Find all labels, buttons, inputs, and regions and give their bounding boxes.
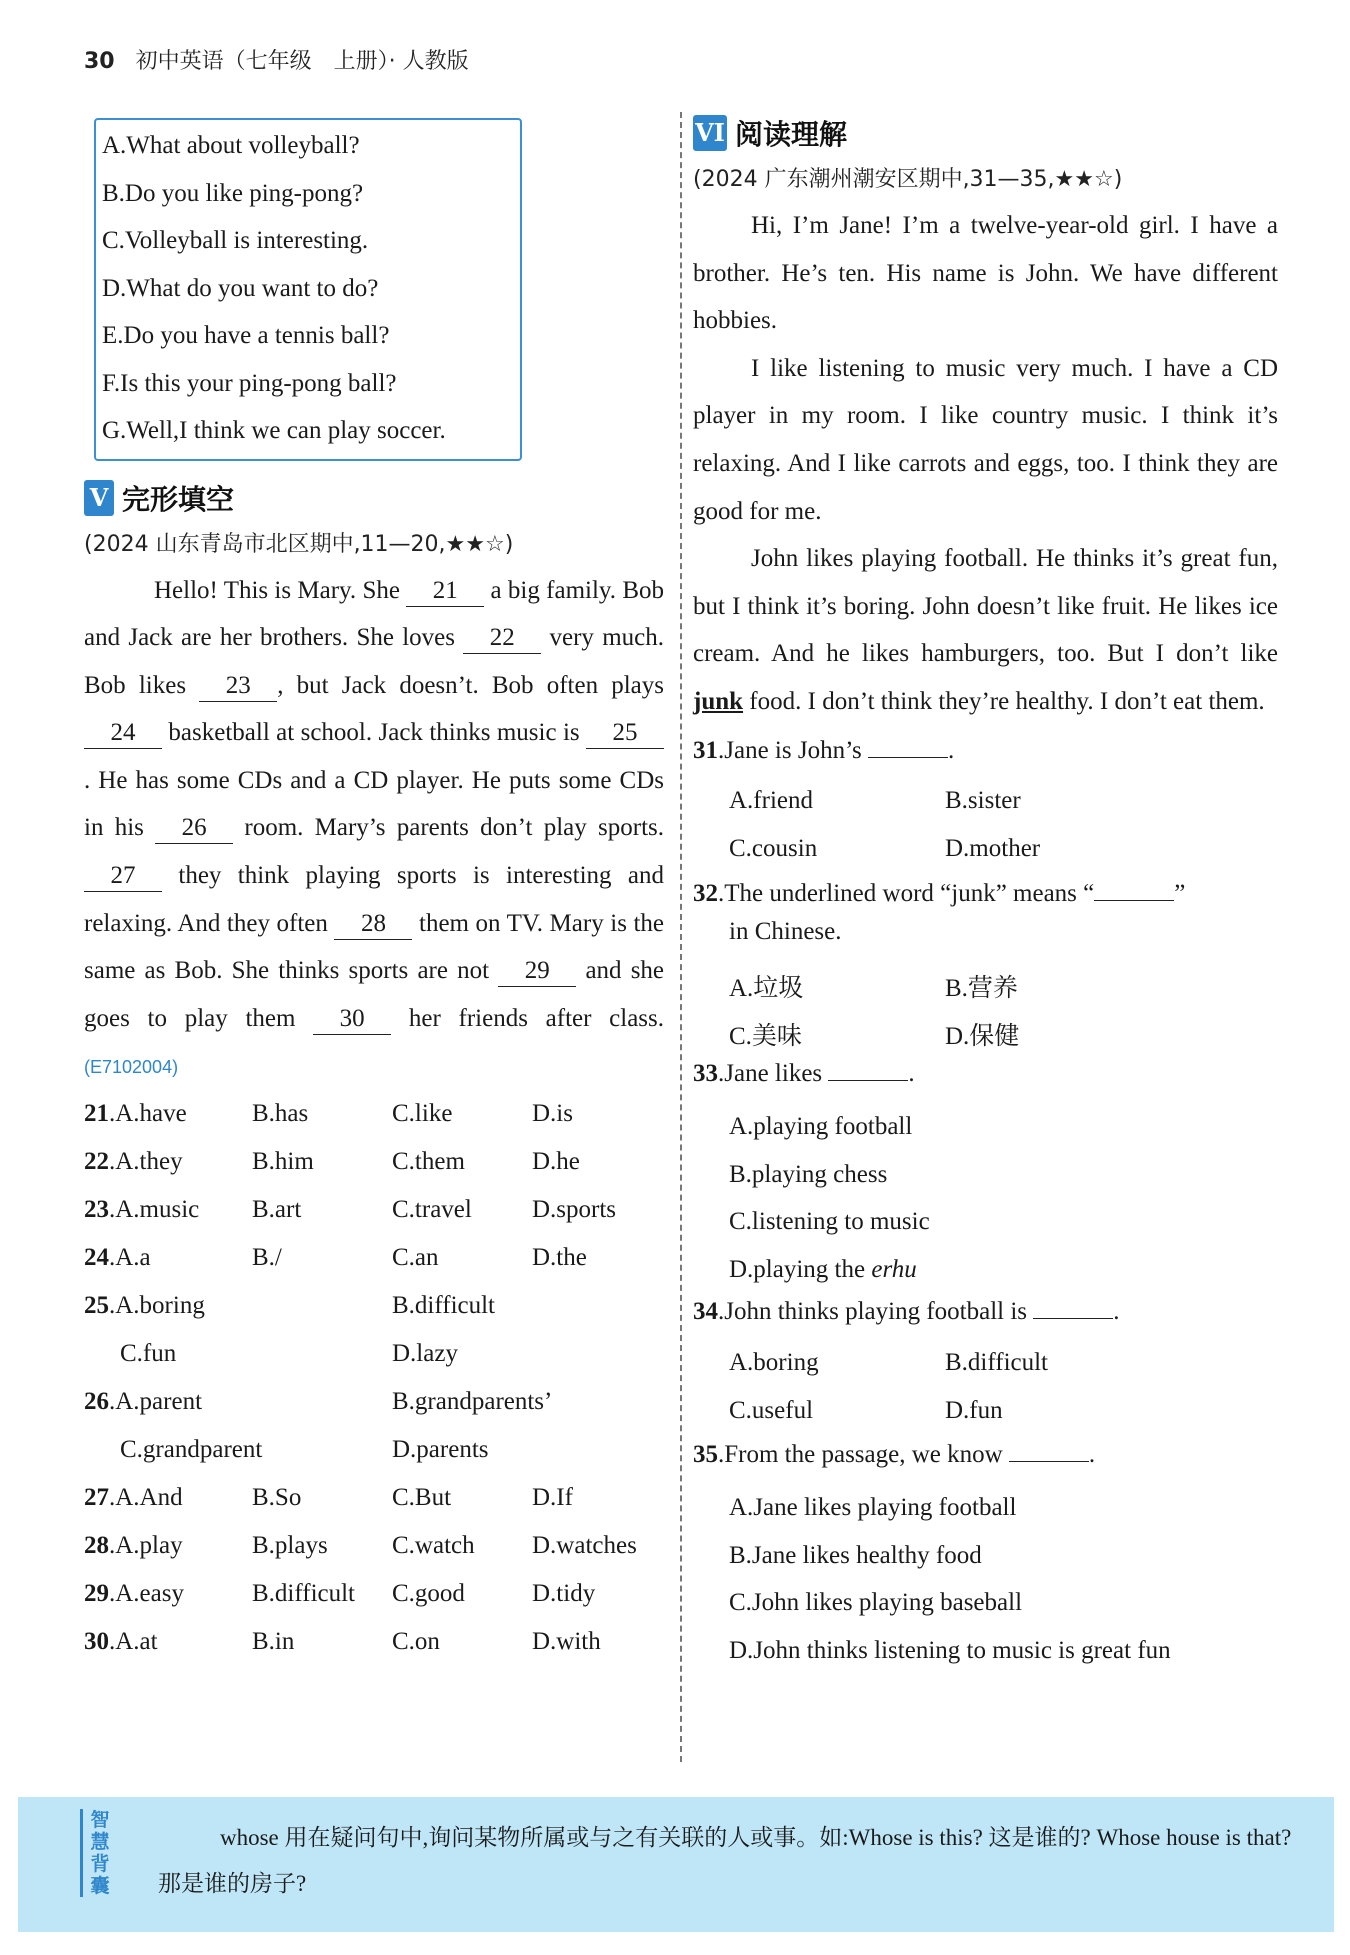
option-b: B.plays <box>252 1532 328 1560</box>
section-name: 阅读理解 <box>735 118 848 151</box>
question-row <box>84 1428 664 1476</box>
section-name: 完形填空 <box>122 482 235 516</box>
option-b: B.Jane likes healthy food <box>729 1541 982 1569</box>
option-a: A.And <box>115 1484 183 1512</box>
question-number: 35 <box>693 1441 718 1469</box>
book-title: 初中英语（七年级 上册）· 人教版 <box>135 49 469 74</box>
blank: 28 <box>334 909 412 940</box>
option-a: A.a <box>115 1244 151 1272</box>
option-c: C.cousin <box>729 834 818 862</box>
question-row: 21.A.have B.has C.like D.is <box>84 1100 573 1128</box>
option-b: B.So <box>252 1484 302 1512</box>
blank: 21 <box>406 576 484 607</box>
option-a: A.friend <box>729 787 813 815</box>
underlined-word: junk <box>693 687 744 715</box>
question-row: 22.A.they B.him C.them D.he <box>84 1148 580 1176</box>
option-d: D.parents <box>392 1436 489 1464</box>
blank: 29 <box>498 956 576 987</box>
option-a: A.have <box>115 1100 187 1128</box>
option-a: A.music <box>115 1196 200 1224</box>
box-option: E.Do you have a tennis ball? <box>102 322 390 349</box>
option-b: B.grandparents’ <box>392 1388 553 1416</box>
answer-blank <box>1094 876 1174 901</box>
option-b: B./ <box>252 1244 282 1272</box>
option-d: D.John thinks listening to music is great fun <box>729 1637 1171 1665</box>
option-row <box>693 1008 1278 1056</box>
question-row: 29.A.easy B.difficult C.good D.tidy <box>84 1580 596 1608</box>
option-a: A.Jane likes playing football <box>729 1494 1017 1522</box>
option-a: A.easy <box>115 1580 184 1608</box>
blank: 25 <box>586 718 664 749</box>
option-a: A.at <box>115 1628 158 1656</box>
passage-text: food. I don’t think they’re healthy. I don’t eat them. <box>749 687 1265 715</box>
section-source: (2024 广东潮州潮安区期中,31—35,★★☆) <box>693 167 1123 192</box>
cloze-questions <box>84 1092 664 1668</box>
question-number: 31 <box>693 736 718 764</box>
box-option: C.Volleyball is interesting. <box>102 227 369 254</box>
question-row: 26.A.parent B.grandparents’ <box>84 1388 553 1416</box>
option-c: C.good <box>392 1580 465 1608</box>
blank: 30 <box>313 1004 391 1035</box>
question-row: 25.A.boring B.difficult <box>84 1292 496 1320</box>
option-b: B.has <box>252 1100 309 1128</box>
blank: 26 <box>155 813 233 844</box>
blank: 24 <box>84 718 162 749</box>
option-d: D.with <box>532 1628 601 1656</box>
passage-text: very much. Bob likes <box>84 624 664 699</box>
question-number: 23 <box>84 1196 109 1224</box>
option-b: B.art <box>252 1196 302 1224</box>
question-number: 29 <box>84 1580 109 1608</box>
answer-blank <box>1009 1437 1089 1462</box>
option-b: B.him <box>252 1148 314 1176</box>
option-d: D.sports <box>532 1196 617 1224</box>
question-row: 23.A.music B.art C.travel D.sports <box>84 1196 617 1224</box>
option-b: B.sister <box>945 787 1021 815</box>
option-d: D.the <box>532 1244 587 1272</box>
option-c: C.an <box>392 1244 439 1272</box>
option-a: A.boring <box>729 1349 819 1377</box>
right-column <box>693 108 1278 1675</box>
option-text: D.playing the <box>729 1255 866 1283</box>
option-c: C.watch <box>392 1532 475 1560</box>
question-row: 30.A.at B.in C.on D.with <box>84 1628 601 1656</box>
section-badge: V <box>84 480 114 516</box>
passage-text: . He has some CDs and a CD player. He puts some CDs in his <box>84 766 664 842</box>
question-number: 25 <box>84 1292 109 1320</box>
box-option: D.What do you want to do? <box>102 274 379 302</box>
option-row <box>693 1341 1278 1389</box>
passage-text: her friends after class. <box>408 1004 665 1032</box>
option-c: C.them <box>392 1148 465 1176</box>
box-option: A.What about volleyball? <box>102 132 360 159</box>
tip-text: whose 用在疑问句中,询问某物所属或与之有关联的人或事。如:Whose is this? 这是谁的? Whose house is that? 那是谁的房子? <box>158 1825 1292 1896</box>
reading-question: 35.From the passage, we know . <box>693 1436 1278 1474</box>
blank: 22 <box>463 623 541 654</box>
question-stem: Jane likes <box>724 1060 823 1088</box>
passage-text: they think playing sports is interesting and relaxing. And they often <box>84 862 665 937</box>
question-number: 32 <box>693 879 718 907</box>
option-a: A.they <box>115 1148 183 1176</box>
reading-question: 31.Jane is John’s . <box>693 732 1278 770</box>
option-b: B.difficult <box>252 1580 356 1608</box>
option-a: A.parent <box>115 1388 203 1416</box>
question-code: (E7102004) <box>84 1057 179 1078</box>
question-stem-cont: in Chinese. <box>729 917 842 945</box>
question-row: 28.A.play B.plays C.watch D.watches <box>84 1532 637 1560</box>
option-row <box>693 960 1278 1008</box>
column-divider <box>680 112 682 1762</box>
question-row <box>84 1332 664 1380</box>
option-c: C.fun <box>120 1340 177 1368</box>
section-source: (2024 山东青岛市北区期中,11—20,★★☆) <box>84 531 514 557</box>
reading-question: 34.John thinks playing football is . <box>693 1293 1278 1331</box>
option-d: D.保健 <box>945 1022 1020 1050</box>
option-c: C.listening to music <box>729 1208 930 1236</box>
option-b: B.difficult <box>392 1292 496 1320</box>
option-c: C.like <box>392 1100 453 1128</box>
section-badge: VI <box>693 115 727 151</box>
options-box <box>94 118 522 461</box>
option-c: C.on <box>392 1628 440 1656</box>
question-number: 21 <box>84 1100 109 1128</box>
question-number: 28 <box>84 1532 109 1560</box>
option-italic: erhu <box>871 1255 917 1283</box>
passage-text: them on TV. Mary is the same as Bob. She thinks sports are not <box>84 909 665 985</box>
answer-blank <box>868 733 948 758</box>
reading-paragraph: I like listening to music very much. I have a CD player in my room. I like country music. I think it’s relaxing. And I like carrots and eggs, too. I think they are good for me. <box>693 354 1278 525</box>
question-row: 27.A.And B.So C.But D.If <box>84 1484 573 1512</box>
reading-question: 33.Jane likes . <box>693 1055 1278 1093</box>
question-number: 30 <box>84 1628 109 1656</box>
option-b: B.playing chess <box>729 1160 888 1188</box>
question-number: 24 <box>84 1244 109 1272</box>
option-c: C.John likes playing baseball <box>729 1589 1023 1617</box>
passage-text: John likes playing football. He thinks it’s great fun, but I think it’s boring. John doesn’t like fruit. He likes ice cream. And he likes hamburgers, too. But I don’t like <box>693 545 1278 668</box>
option-row <box>693 779 1278 827</box>
tip-label: 智慧背囊 <box>80 1809 113 1897</box>
question-number: 27 <box>84 1484 109 1512</box>
option-d: D.fun <box>945 1396 1003 1424</box>
reading-paragraph <box>693 535 1278 725</box>
answer-blank <box>1033 1294 1113 1319</box>
option-c: C.grandparent <box>120 1436 263 1464</box>
passage-text: a big family. Bob and Jack are her brothers. She loves <box>84 576 665 652</box>
option-d: D.is <box>532 1100 573 1128</box>
left-column <box>84 118 664 1668</box>
section-title-reading <box>693 108 1278 158</box>
cloze-passage <box>84 567 664 1093</box>
section-title-cloze <box>84 473 664 523</box>
option-a: A.垃圾 <box>729 975 804 1003</box>
option-d: D.lazy <box>392 1340 458 1368</box>
page-number: 30 <box>84 49 115 74</box>
question-number: 26 <box>84 1388 109 1416</box>
box-option: B.Do you like ping-pong? <box>102 179 364 207</box>
option-a: A.playing football <box>729 1113 913 1141</box>
option-d: D.he <box>532 1148 580 1176</box>
option-row <box>693 827 1278 875</box>
reading-question: 32.The underlined word “junk” means “ ” <box>693 875 1278 913</box>
answer-blank <box>828 1056 908 1081</box>
option-a: A.boring <box>115 1292 205 1320</box>
question-stem: John thinks playing football is <box>724 1298 1028 1326</box>
question-number: 34 <box>693 1298 718 1326</box>
option-b: B.difficult <box>945 1349 1049 1377</box>
option-d: D.mother <box>945 834 1041 862</box>
blank: 27 <box>84 861 162 892</box>
option-d <box>693 1246 1278 1294</box>
option-c: C.useful <box>729 1396 814 1424</box>
option-c: C.But <box>392 1484 452 1512</box>
option-a: A.play <box>115 1532 183 1560</box>
option-row <box>693 1389 1278 1437</box>
question-stem: Jane is John’s <box>724 736 862 764</box>
question-row: 24.A.a B./ C.an D.the <box>84 1244 587 1272</box>
option-d: D.watches <box>532 1532 637 1560</box>
blank: 23 <box>199 671 277 702</box>
passage-text: and she goes to play them <box>84 957 665 1032</box>
question-stem: ” <box>1174 879 1186 907</box>
passage-text: , but Jack doesn’t. Bob often plays <box>277 671 665 699</box>
option-c: C.美味 <box>729 1022 802 1050</box>
passage-text: Hello! This is Mary. She <box>154 576 400 604</box>
question-number: 33 <box>693 1060 718 1088</box>
passage-text: room. Mary’s parents don’t play sports. <box>244 814 664 842</box>
option-c: C.travel <box>392 1196 472 1224</box>
option-b: B.营养 <box>945 975 1018 1003</box>
tip-box <box>18 1797 1334 1932</box>
question-number: 22 <box>84 1148 109 1176</box>
page-header <box>84 44 469 75</box>
option-d: D.If <box>532 1484 573 1512</box>
passage-text: basketball at school. Jack thinks music is <box>168 719 580 747</box>
option-d: D.tidy <box>532 1580 596 1608</box>
question-stem: From the passage, we know <box>724 1441 1003 1469</box>
option-b: B.in <box>252 1628 295 1656</box>
question-stem: The underlined word “junk” means “ <box>724 879 1095 907</box>
box-option: G.Well,I think we can play soccer. <box>102 417 446 444</box>
box-option: F.Is this your ping-pong ball? <box>102 369 397 397</box>
reading-paragraph: Hi, I’m Jane! I’m a twelve-year-old girl. I have a brother. He’s ten. His name is John. We have different hobbies. <box>693 212 1278 335</box>
